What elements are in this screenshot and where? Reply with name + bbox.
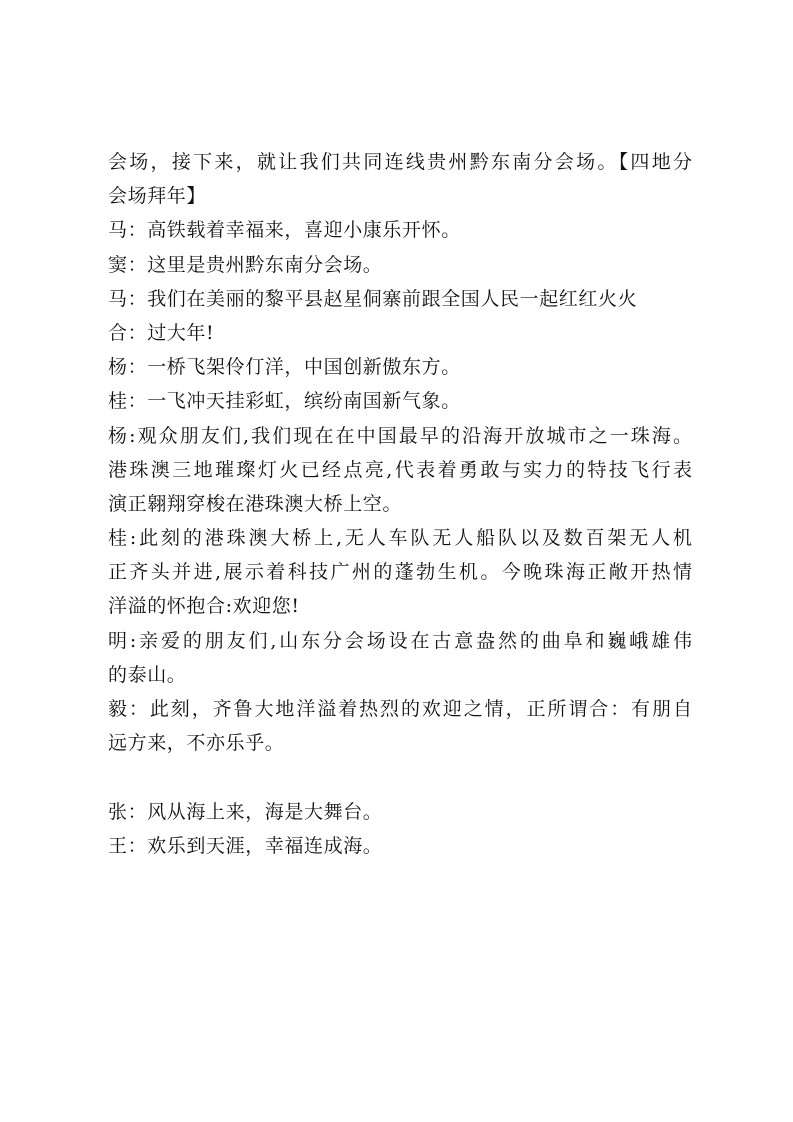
script-paragraph xyxy=(108,384,692,418)
script-paragraph xyxy=(108,692,692,760)
script-paragraph xyxy=(108,350,692,384)
blank-paragraph xyxy=(108,760,692,794)
text-line: 杨：一桥飞架伶仃洋，中国创新傲东方。 xyxy=(108,356,461,379)
text-line: 张：风从海上来，海是大舞台。 xyxy=(108,800,383,823)
text-line: 明:亲爱的朋友们,山东分会场设在古意盎然的曲阜和巍峨雄伟 xyxy=(108,629,692,652)
script-paragraph xyxy=(108,795,692,829)
text-line: 的泰山。 xyxy=(108,663,187,686)
text-line: 王：欢乐到天涯，幸福连成海。 xyxy=(108,834,383,857)
text-line: 马：我们在美丽的黎平县赵星侗寨前跟全国人民一起红红火火 xyxy=(108,287,638,310)
script-paragraph xyxy=(108,521,692,624)
script-paragraph xyxy=(108,624,692,692)
text-line: 窦：这里是贵州黔东南分会场。 xyxy=(108,253,383,276)
text-line: 会场，接下来，就让我们共同连线贵州黔东南分会场。【四地分 xyxy=(108,151,692,173)
text-line: 毅：此刻，齐鲁大地洋溢着热烈的欢迎之情，正所谓合：有朋自 xyxy=(108,698,692,720)
script-paragraph xyxy=(108,829,692,863)
text-line: 桂：一飞冲天挂彩虹，缤纷南国新气象。 xyxy=(108,390,461,413)
document-body xyxy=(108,145,692,863)
script-paragraph xyxy=(108,316,692,350)
text-line: 港珠澳三地璀璨灯火已经点亮,代表着勇敢与实力的特技飞行表 xyxy=(108,458,692,481)
text-line: 正齐头并进,展示着科技广州的蓬勃生机。今晚珠海正敞开热情 xyxy=(108,561,692,584)
text-line: 洋溢的怀抱合:欢迎您! xyxy=(108,595,300,618)
text-line: 马：高铁载着幸福来，喜迎小康乐开怀。 xyxy=(108,219,461,242)
text-line: 桂:此刻的港珠澳大桥上,无人车队无人船队以及数百架无人机 xyxy=(108,527,692,550)
text-line: 会场拜年】 xyxy=(108,185,207,208)
text-line: 演正翱翔穿梭在港珠澳大桥上空。 xyxy=(108,492,403,515)
script-paragraph xyxy=(108,145,692,213)
script-paragraph xyxy=(108,419,692,522)
script-paragraph xyxy=(108,282,692,316)
text-line: 合：过大年! xyxy=(108,321,215,344)
script-paragraph xyxy=(108,213,692,247)
text-line: 杨:观众朋友们,我们现在在中国最早的沿海开放城市之一珠海。 xyxy=(108,424,692,447)
text-line: 远方来，不亦乐乎。 xyxy=(108,732,285,755)
script-paragraph xyxy=(108,248,692,282)
